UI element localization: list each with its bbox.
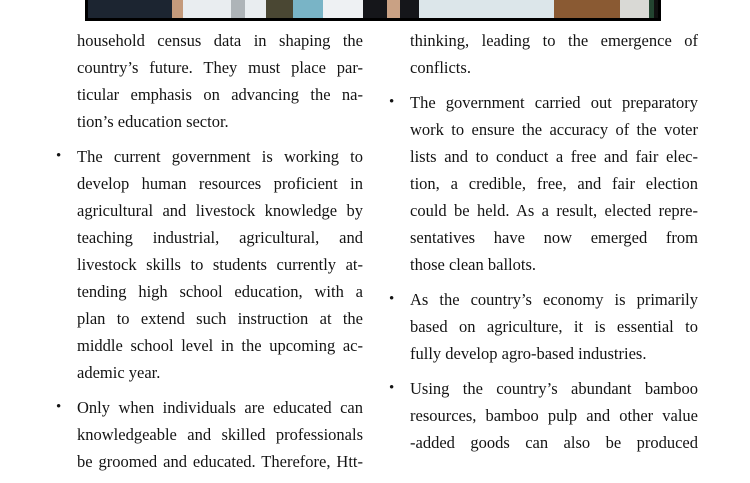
bullet-marker: • (56, 399, 62, 415)
text-line: teaching industrial, agricultural, and (77, 228, 363, 247)
bullet-marker: • (389, 380, 395, 396)
pen-x-mark (231, 0, 245, 18)
text-line: conflicts. (410, 58, 471, 77)
attendee-face-sliver (172, 0, 183, 18)
bullet-marker: • (389, 94, 395, 110)
text-line: sentatives have now emerged from (410, 228, 698, 247)
text-line: tion’s education sector. (77, 112, 229, 131)
text-line: tending high school education, with a (77, 282, 363, 301)
text-column-right (389, 27, 698, 464)
text-line: plan to extend such instruction at the (77, 309, 363, 328)
text-line: tion, a credible, free, and fair election (410, 174, 698, 193)
continuation-paragraph (410, 27, 698, 81)
bullet-paragraph (389, 89, 698, 278)
text-line: based on agriculture, it is essential to (410, 317, 698, 336)
text-line: middle school level in the upcoming ac- (77, 336, 363, 355)
text-line: resources, bamboo pulp and other value (410, 406, 698, 425)
table-white (323, 0, 363, 18)
text-line: ticular emphasis on advancing the na- (77, 85, 363, 104)
text-line: ademic year. (77, 363, 161, 382)
text-line: Only when individuals are educated can (77, 398, 363, 417)
text-line: work to ensure the accuracy of the voter (410, 120, 698, 139)
bullet-paragraph (56, 143, 363, 386)
dark-olive-object (266, 0, 293, 18)
patterned-textile (554, 0, 620, 18)
neck-skin-sliver (387, 0, 400, 18)
bullet-marker: • (389, 291, 395, 307)
text-line: agricultural and livestock knowledge by (77, 201, 363, 220)
table-with-papers (183, 0, 266, 18)
text-line: livestock skills to students currently at- (77, 255, 363, 274)
text-line: As the country’s economy is primarily (410, 290, 698, 309)
bullet-paragraph (389, 286, 698, 367)
text-line: lists and to conduct a free and fair elec- (410, 147, 698, 166)
text-line: The government carried out preparatory (410, 93, 698, 112)
text-line: household census data in shaping the (77, 31, 363, 50)
dark-hair-edge (654, 0, 658, 18)
continuation-paragraph (77, 27, 363, 135)
bullet-marker: • (56, 148, 62, 164)
text-line: The current government is working to (77, 147, 363, 166)
attendee-dark-hair (88, 0, 180, 18)
text-line: country’s future. They must place par- (77, 58, 363, 77)
bright-background (419, 0, 554, 18)
text-line: be groomed and educated. Therefore, Htt- (77, 452, 363, 471)
text-column-left (56, 27, 363, 483)
bullet-paragraph (56, 394, 363, 475)
text-line: fully develop agro-based industries. (410, 344, 647, 363)
text-line: those clean ballots. (410, 255, 537, 274)
text-line: -added goods can also be produced (410, 433, 698, 452)
text-line: could be held. As a result, elected repre- (410, 201, 698, 220)
bullet-paragraph (389, 375, 698, 456)
text-line: Using the country’s abundant bamboo (410, 379, 698, 398)
text-line: develop human resources proficient in (77, 174, 363, 193)
white-clothing (620, 0, 649, 18)
article-photo (85, 0, 661, 21)
text-line: knowledgeable and skilled professionals (77, 425, 363, 444)
teal-book (293, 0, 323, 18)
text-line: thinking, leading to the emergence of (410, 31, 698, 50)
